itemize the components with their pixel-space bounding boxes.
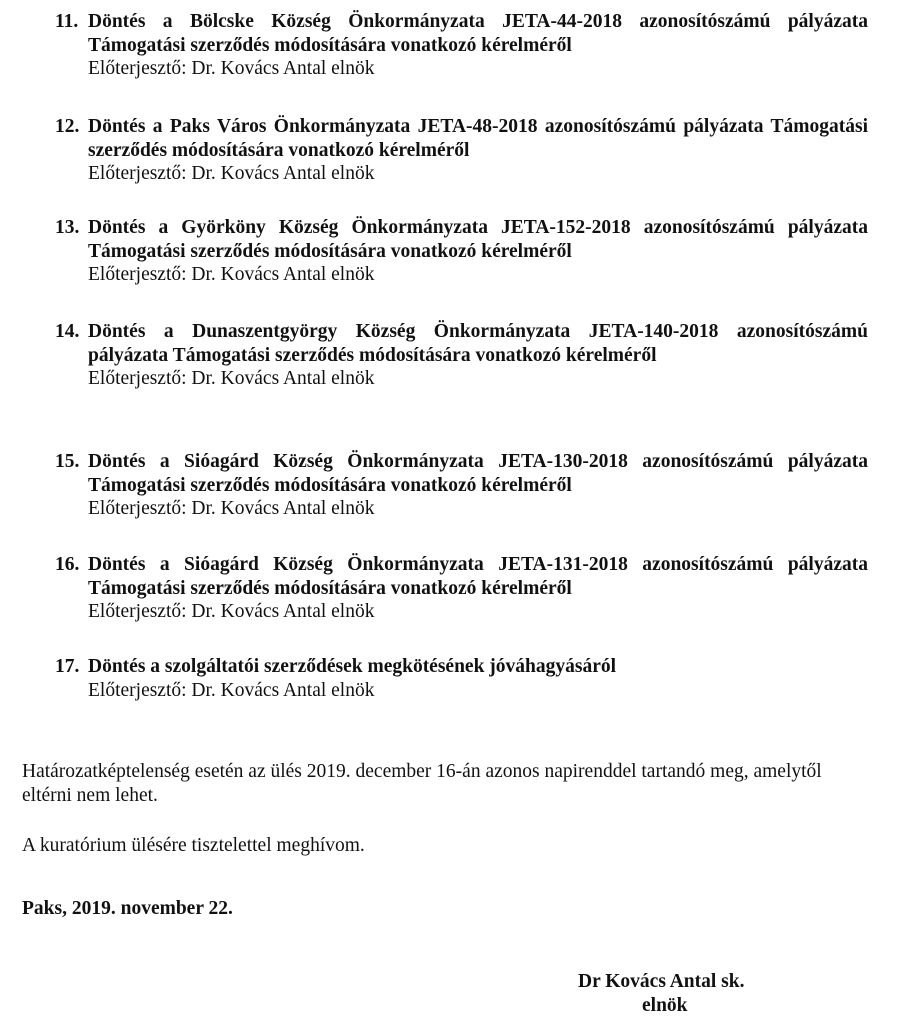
- item-title: Döntés a Paks Város Önkormányzata JETA-48-2018 azonosítószámú pályázata Támogatási szerződés módosítására vonatkozó kérelméről: [88, 116, 868, 161]
- item-presenter: Előterjesztő: Dr. Kovács Antal elnök: [88, 58, 375, 79]
- item-title: Döntés a Györköny Község Önkormányzata JETA-152-2018 azonosítószámú pályázata Támogatási szerződés módosítására vonatkozó kérelméről: [88, 217, 868, 262]
- item-number: 13.: [55, 217, 80, 238]
- item-number: 12.: [55, 116, 80, 137]
- item-number: 15.: [55, 451, 80, 472]
- item-presenter: Előterjesztő: Dr. Kovács Antal elnök: [88, 498, 375, 519]
- signature-block: [578, 970, 778, 1017]
- item-presenter: Előterjesztő: Dr. Kovács Antal elnök: [88, 679, 375, 701]
- item-number: 16.: [55, 554, 80, 575]
- item-number: 14.: [55, 321, 80, 342]
- item-presenter: Előterjesztő: Dr. Kovács Antal elnök: [88, 163, 375, 184]
- item-presenter: Előterjesztő: Dr. Kovács Antal elnök: [88, 368, 375, 389]
- item-title: Döntés a Sióagárd Község Önkormányzata JETA-130-2018 azonosítószámú pályázata Támogatási szerződés módosítására vonatkozó kérelméről: [88, 451, 868, 496]
- item-title: Döntés a szolgáltatói szerződések megkötésének jóváhagyásáról: [88, 656, 617, 677]
- place-date: Paks, 2019. november 22.: [22, 898, 233, 919]
- signature-name: Dr Kovács Antal sk.: [578, 971, 745, 992]
- signature-role: elnök: [642, 994, 688, 1016]
- item-number: 17.: [55, 656, 80, 677]
- item-presenter: Előterjesztő: Dr. Kovács Antal elnök: [88, 601, 375, 622]
- item-title: Döntés a Sióagárd Község Önkormányzata JETA-131-2018 azonosítószámú pályázata Támogatási szerződés módosítására vonatkozó kérelméről: [88, 554, 868, 599]
- item-title: Döntés a Dunaszentgyörgy Község Önkormányzata JETA-140-2018 azonosítószámú pályázata Támogatási szerződés módosítására vonatkozó kérelméről: [88, 321, 868, 366]
- quorum-notice: Határozatképtelenség esetén az ülés 2019. december 16-án azonos napirenddel tartandó meg, amelytől eltérni nem lehet.: [22, 761, 822, 806]
- item-presenter: Előterjesztő: Dr. Kovács Antal elnök: [88, 264, 375, 285]
- invitation-text: A kuratórium ülésére tisztelettel meghívom.: [22, 835, 365, 856]
- item-number: 11.: [55, 11, 79, 32]
- item-title: Döntés a Bölcske Község Önkormányzata JETA-44-2018 azonosítószámú pályázata Támogatási szerződés módosítására vonatkozó kérelméről: [88, 11, 868, 56]
